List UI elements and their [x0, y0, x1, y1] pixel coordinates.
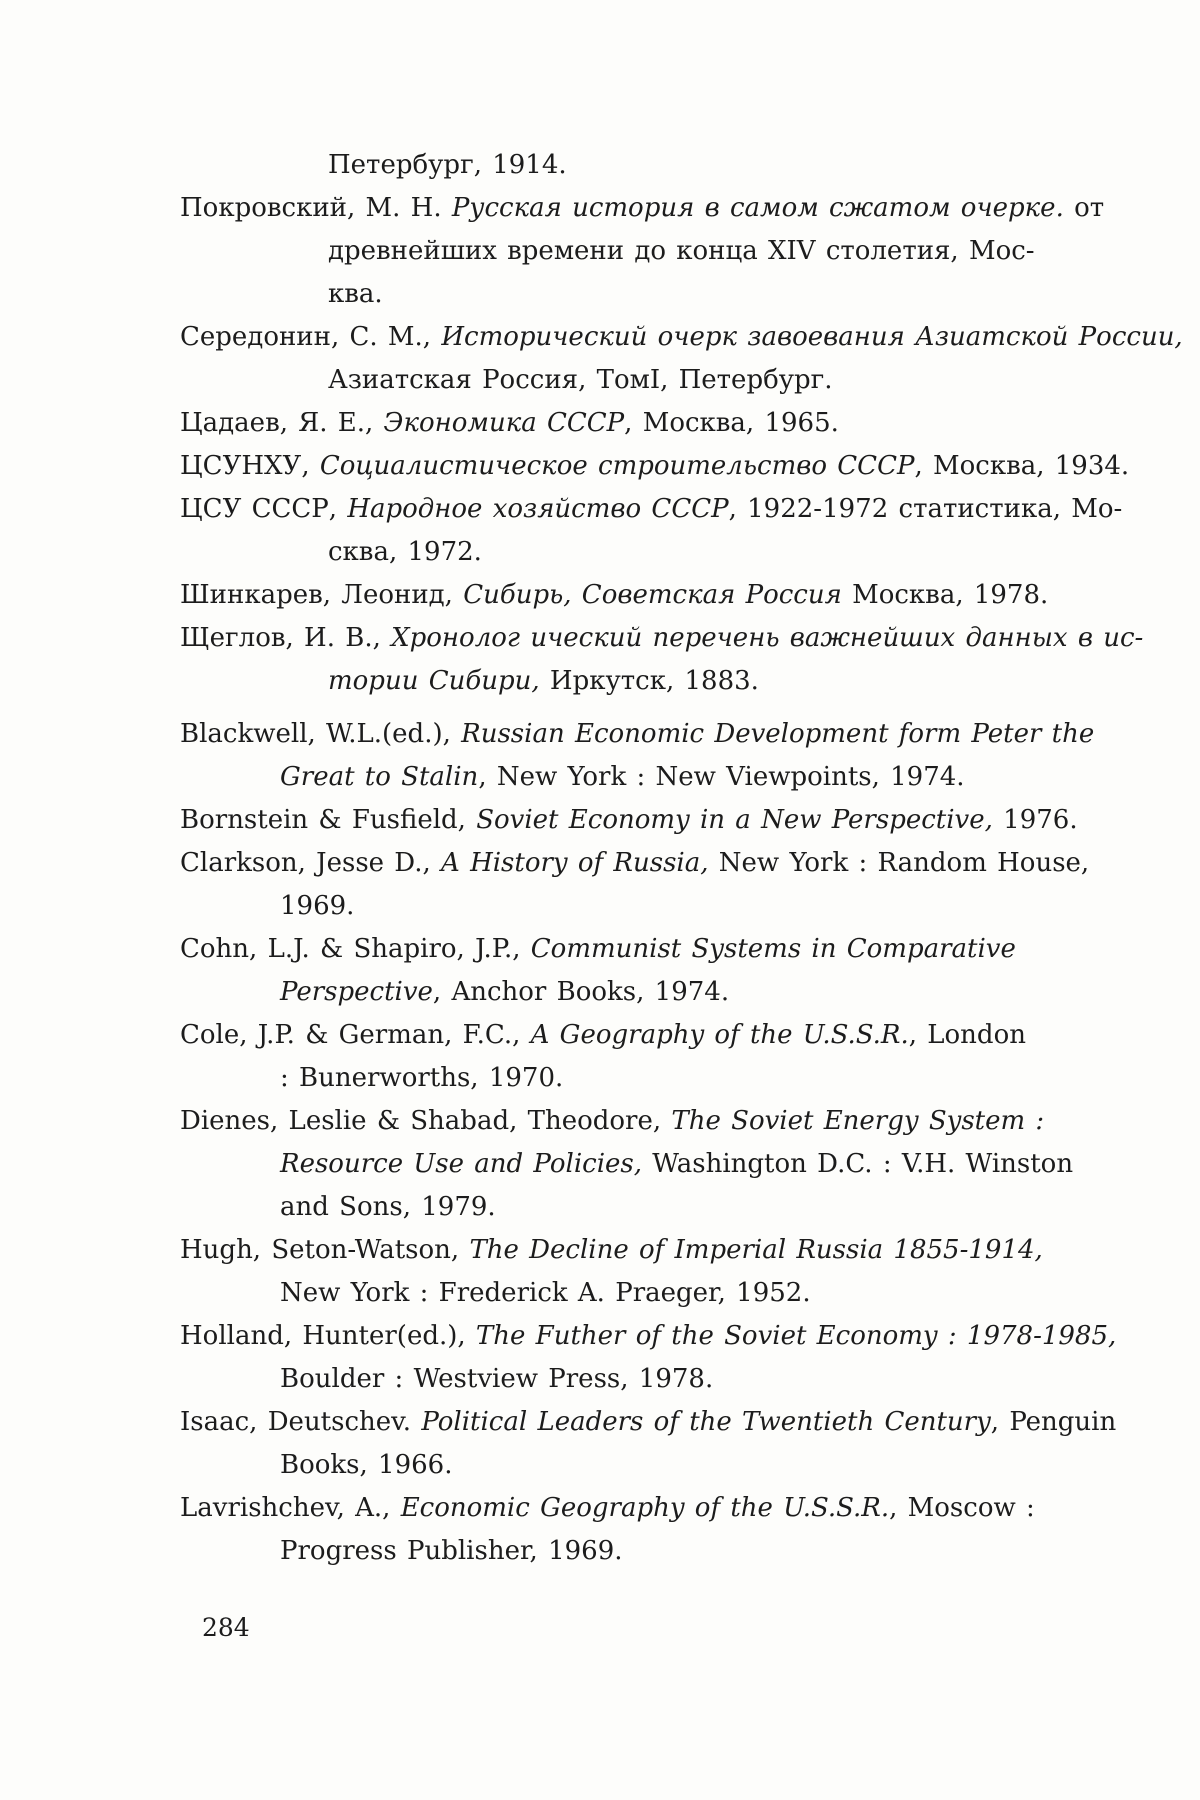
- entry-text-segment: , New York : New Viewpoints, 1974.: [478, 762, 965, 792]
- english-entries-section: [180, 713, 1117, 1573]
- entry-line: [180, 928, 1050, 971]
- entry-title-segment: The Futher of the Soviet Economy : 1978-1985,: [475, 1321, 1117, 1351]
- entry-title-segment: Социалистическое строительство СССР: [319, 451, 915, 481]
- entry-text-segment: Bornstein & Fusfield,: [180, 805, 477, 835]
- entry-line: [180, 187, 1105, 230]
- entry-text-segment: Blackwell, W.L.(ed.),: [180, 719, 462, 749]
- entry-line: [328, 230, 1050, 273]
- entry-title-segment: Communist Systems in Comparative: [530, 934, 1016, 964]
- entry-title-segment: тории Сибири,: [328, 666, 540, 696]
- entry-line: [280, 1143, 1074, 1186]
- bibliography-entry: [180, 928, 1050, 1014]
- bibliography-entry: [180, 617, 1144, 703]
- entry-line: [328, 531, 1050, 574]
- bibliography: [180, 144, 1183, 1573]
- entry-text-segment: Progress Publisher, 1969.: [280, 1536, 623, 1566]
- entry-line: [180, 402, 1050, 445]
- entry-text-segment: древнейших времени до конца XIV столетия, Мос-: [328, 236, 1035, 266]
- entry-line: [180, 1315, 1117, 1358]
- entry-text-segment: Books, 1966.: [280, 1450, 453, 1480]
- bibliography-entry: [180, 144, 1050, 187]
- entry-title-segment: Political Leaders of the Twentieth Century: [421, 1407, 991, 1437]
- entry-title-segment: Экономика СССР: [383, 408, 625, 438]
- entry-text-segment: Cole, J.P. & German, F.C.,: [180, 1020, 531, 1050]
- entry-line: [180, 445, 1130, 488]
- entry-line: [180, 1014, 1050, 1057]
- entry-text-segment: Hugh, Seton-Watson,: [180, 1235, 470, 1265]
- bibliography-entry: [180, 842, 1090, 928]
- bibliography-entry: [180, 1100, 1074, 1229]
- entry-line: [180, 1100, 1050, 1143]
- bibliography-entry: [180, 1014, 1050, 1100]
- entry-line: [280, 1530, 1050, 1573]
- entry-line: [180, 842, 1090, 885]
- entry-text-segment: Lavrishchev, A.,: [180, 1493, 401, 1523]
- bibliography-entry: [180, 316, 1183, 402]
- entry-title-segment: Russian Economic Development form Peter the: [461, 719, 1095, 749]
- entry-title-segment: Русская история в самом сжатом очерке.: [451, 193, 1064, 223]
- entry-text-segment: Clarkson, Jesse D.,: [180, 848, 442, 878]
- bibliography-entry: [180, 445, 1130, 488]
- entry-line: [328, 359, 1050, 402]
- entry-text-segment: Москва, 1978.: [841, 580, 1049, 610]
- entry-text-segment: ЦСУ СССР,: [180, 494, 348, 524]
- bibliography-entry: [180, 713, 1095, 799]
- entry-line: [180, 1229, 1050, 1272]
- entry-text-segment: Dienes, Leslie & Shabad, Theodore,: [180, 1106, 672, 1136]
- entry-text-segment: Покровский, М. Н.: [180, 193, 452, 223]
- entry-text-segment: Щеглов, И. В.,: [180, 623, 392, 653]
- entry-title-segment: The Soviet Energy System :: [671, 1106, 1045, 1136]
- entry-line: [280, 1272, 1050, 1315]
- bibliography-entry: [180, 1487, 1050, 1573]
- entry-title-segment: Soviet Economy in a New Perspective,: [476, 805, 993, 835]
- entry-title-segment: Economic Geography of the U.S.S.R.: [400, 1493, 890, 1523]
- bibliography-entry: [180, 1315, 1117, 1401]
- entry-text-segment: ЦСУНХУ,: [180, 451, 320, 481]
- bibliography-entry: [180, 574, 1050, 617]
- entry-text-segment: Washington D.C. : V.H. Winston: [642, 1149, 1074, 1179]
- bibliography-entry: [180, 799, 1078, 842]
- entry-title-segment: The Decline of Imperial Russia 1855-1914,: [469, 1235, 1043, 1265]
- entry-line: [280, 1057, 1050, 1100]
- entry-title-segment: Сибирь, Советская Россия: [463, 580, 842, 610]
- entry-text-segment: , Moscow :: [889, 1493, 1035, 1523]
- entry-line: [180, 488, 1123, 531]
- entry-line: [328, 660, 1050, 703]
- entry-line: [280, 1444, 1050, 1487]
- bibliography-entry: [180, 1401, 1117, 1487]
- entry-text-segment: Cohn, L.J. & Shapiro, J.P.,: [180, 934, 531, 964]
- entry-title-segment: Resource Use and Policies,: [280, 1149, 643, 1179]
- entry-text-segment: сква, 1972.: [328, 537, 482, 567]
- entry-line: [180, 713, 1095, 756]
- entry-text-segment: New York : Frederick A. Praeger, 1952.: [280, 1278, 811, 1308]
- russian-entries-section: [180, 144, 1183, 703]
- entry-line: [280, 756, 1050, 799]
- entry-line: [180, 574, 1050, 617]
- entry-text-segment: от: [1063, 193, 1105, 223]
- entry-title-segment: Народное хозяйство СССР: [347, 494, 729, 524]
- entry-line: [180, 1487, 1050, 1530]
- entry-text-segment: , Penguin: [990, 1407, 1117, 1437]
- page-number: 284: [202, 1613, 250, 1642]
- entry-text-segment: Boulder : Westview Press, 1978.: [280, 1364, 714, 1394]
- bibliography-entry: [180, 187, 1105, 316]
- bibliography-entry: [180, 1229, 1050, 1315]
- entry-text-segment: Holland, Hunter(ed.),: [180, 1321, 476, 1351]
- entry-line: [280, 1186, 1050, 1229]
- entry-text-segment: Цадаев, Я. Е.,: [180, 408, 384, 438]
- entry-text-segment: Петербург, 1914.: [328, 150, 567, 180]
- entry-line: [328, 273, 1050, 316]
- entry-line: [280, 971, 1050, 1014]
- entry-line: [180, 1401, 1117, 1444]
- entry-text-segment: , Anchor Books, 1974.: [432, 977, 730, 1007]
- entry-line: [328, 144, 1050, 187]
- entry-text-segment: and Sons, 1979.: [280, 1192, 496, 1222]
- bibliography-entry: [180, 488, 1123, 574]
- entry-title-segment: Исторический очерк завоевания Азиатской России,: [441, 322, 1183, 352]
- entry-text-segment: Середонин, С. М.,: [180, 322, 442, 352]
- entry-text-segment: : Bunerworths, 1970.: [280, 1063, 564, 1093]
- entry-text-segment: New York : Random House,: [708, 848, 1090, 878]
- entry-title-segment: A History of Russia,: [441, 848, 709, 878]
- entry-line: [180, 799, 1078, 842]
- entry-line: [180, 316, 1183, 359]
- entry-text-segment: , Москва, 1934.: [914, 451, 1130, 481]
- entry-line: [280, 1358, 1050, 1401]
- entry-title-segment: Great to Stalin: [280, 762, 479, 792]
- entry-text-segment: , Москва, 1965.: [624, 408, 839, 438]
- entry-text-segment: Иркутск, 1883.: [539, 666, 759, 696]
- entry-text-segment: , London: [908, 1020, 1026, 1050]
- entry-title-segment: Хронолог ический перечень важнейших данных в ис-: [391, 623, 1144, 653]
- entry-title-segment: Perspective: [280, 977, 433, 1007]
- entry-text-segment: ква.: [328, 279, 383, 309]
- entry-text-segment: , 1922-1972 статистика, Мо-: [728, 494, 1123, 524]
- entry-text-segment: 1969.: [280, 891, 355, 921]
- entry-text-segment: Шинкарев, Леонид,: [180, 580, 464, 610]
- entry-text-segment: 1976.: [992, 805, 1078, 835]
- entry-title-segment: A Geography of the U.S.S.R.: [530, 1020, 909, 1050]
- entry-line: [180, 617, 1144, 660]
- entry-text-segment: Isaac, Deutschev.: [180, 1407, 422, 1437]
- entry-line: [280, 885, 1050, 928]
- bibliography-entry: [180, 402, 1050, 445]
- entry-text-segment: Азиатская Россия, ТомI, Петербург.: [328, 365, 833, 395]
